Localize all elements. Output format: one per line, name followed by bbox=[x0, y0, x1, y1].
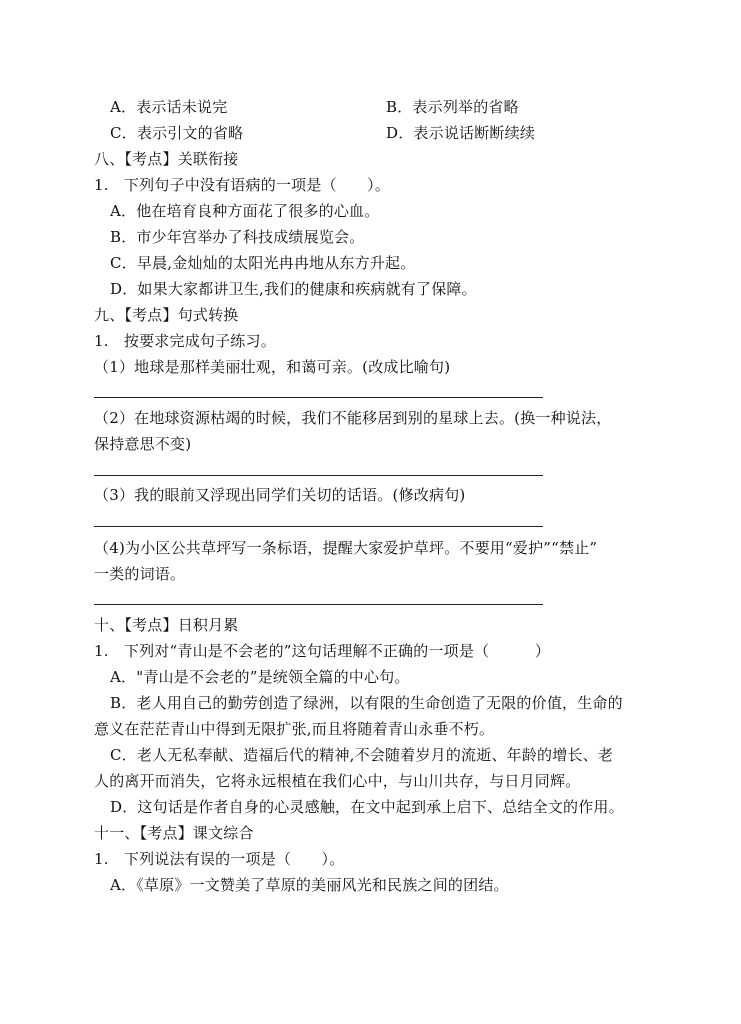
section-10-option-b-line-2: 意义在茫茫青山中得到无限扩张,而且将随着青山永垂不朽。 bbox=[94, 720, 495, 738]
section-11-option-a: A．《草原》一文赞美了草原的美丽风光和民族之间的团结。 bbox=[110, 876, 509, 894]
section-9-item-4-line-1: （4)为小区公共草坪写一条标语，提醒大家爱护草坪。不要用“爱护”“禁止” bbox=[94, 539, 598, 557]
section-8-option-c: C．早晨,金灿灿的太阳光冉冉地从东方升起。 bbox=[110, 254, 416, 272]
answer-line-2[interactable] bbox=[94, 475, 543, 476]
section-10-heading: 十、【考点】日积月累 bbox=[94, 616, 239, 634]
section-11-heading: 十一、【考点】课文综合 bbox=[94, 824, 254, 842]
section-10-option-c-line-1: C．老人无私奉献、造福后代的精神,不会随着岁月的流逝、年龄的增长、老 bbox=[110, 746, 614, 764]
section-9-item-4-line-2: 一类的词语。 bbox=[94, 565, 186, 583]
answer-line-4[interactable] bbox=[94, 604, 543, 605]
section-11-question: 1. 下列说法有误的一项是（ ）。 bbox=[94, 850, 345, 868]
section-9-item-2-line-2: 保持意思不变) bbox=[94, 435, 192, 453]
q7-option-a: A．表示话未说完 bbox=[110, 98, 228, 116]
section-9-heading: 九、【考点】句式转换 bbox=[94, 306, 239, 324]
section-9-item-2-line-1: （2）在地球资源枯竭的时候，我们不能移居到别的星球上去。(换一种说法， bbox=[94, 409, 612, 427]
answer-line-3[interactable] bbox=[94, 526, 543, 527]
section-8-question: 1. 下列句子中没有语病的一项是（ ）。 bbox=[94, 176, 391, 194]
section-10-option-d: D．这句话是作者自身的心灵感触，在文中起到承上启下、总结全文的作用。 bbox=[110, 798, 624, 816]
section-9-item-1: （1）地球是那样美丽壮观，和蔼可亲。(改成比喻句) bbox=[94, 358, 451, 376]
section-8-option-a: A．他在培育良种方面花了很多的心血。 bbox=[110, 202, 380, 220]
section-9-item-3: （3）我的眼前又浮现出同学们关切的话语。(修改病句) bbox=[94, 486, 466, 504]
section-10-option-b-line-1: B．老人用自己的勤劳创造了绿洲，以有限的生命创造了无限的价值，生命的 bbox=[110, 694, 623, 712]
q7-option-d: D．表示说话断断续续 bbox=[386, 124, 536, 142]
section-8-option-d: D．如果大家都讲卫生,我们的健康和疾病就有了保障。 bbox=[110, 280, 477, 298]
answer-line-1[interactable] bbox=[94, 397, 543, 398]
q7-option-b: B．表示列举的省略 bbox=[386, 98, 519, 116]
section-9-question: 1. 按要求完成句子练习。 bbox=[94, 332, 276, 350]
section-10-option-c-line-2: 人的离开而消失，它将永远根植在我们心中，与山川共存，与日月同辉。 bbox=[94, 772, 581, 790]
q7-option-c: C．表示引文的省略 bbox=[110, 124, 244, 142]
section-10-option-a: A．"青山是不会老的”是统领全篇的中心句。 bbox=[110, 668, 410, 686]
section-8-option-b: B．市少年宫举办了科技成绩展览会。 bbox=[110, 228, 365, 246]
section-10-question: 1. 下列对“青山是不会老的”这句话理解不正确的一项是（ ） bbox=[94, 642, 551, 660]
section-8-heading: 八、【考点】关联衔接 bbox=[94, 150, 239, 168]
